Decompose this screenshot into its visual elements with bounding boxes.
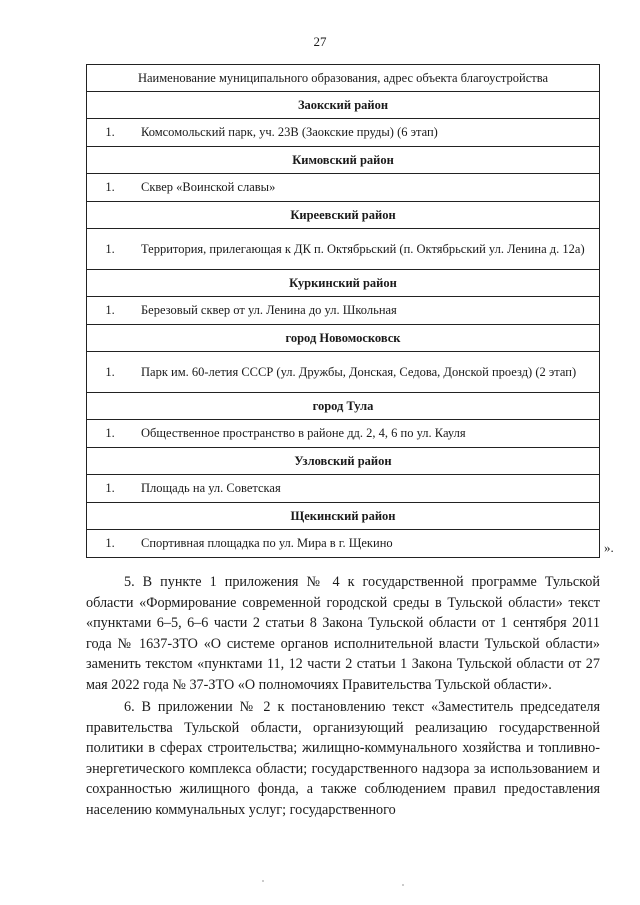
object-name: Комсомольский парк, уч. 23В (Заокские пруды) (6 этап) bbox=[133, 119, 600, 147]
scan-artifact bbox=[402, 884, 404, 886]
district-name: Заокский район bbox=[87, 92, 600, 119]
object-name: Общественное пространство в районе дд. 2, 4, 6 по ул. Кауля bbox=[133, 420, 600, 448]
district-row bbox=[87, 147, 600, 174]
object-row bbox=[87, 420, 600, 448]
object-name: Территория, прилегающая к ДК п. Октябрьский (п. Октябрьский ул. Ленина д. 12а) bbox=[133, 229, 600, 270]
district-row bbox=[87, 393, 600, 420]
object-row bbox=[87, 297, 600, 325]
page-number: 27 bbox=[313, 34, 327, 49]
object-number: 1. bbox=[87, 119, 134, 147]
object-number: 1. bbox=[87, 174, 134, 202]
district-name: город Новомосковск bbox=[87, 325, 600, 352]
object-number: 1. bbox=[87, 352, 134, 393]
object-number: 1. bbox=[87, 297, 134, 325]
object-name: Парк им. 60-летия СССР (ул. Дружбы, Донская, Седова, Донской проезд) (2 этап) bbox=[133, 352, 600, 393]
object-number: 1. bbox=[87, 475, 134, 503]
object-row bbox=[87, 174, 600, 202]
district-name: Кимовский район bbox=[87, 147, 600, 174]
object-number: 1. bbox=[87, 229, 134, 270]
closing-quote: ». bbox=[604, 540, 614, 555]
object-name: Спортивная площадка по ул. Мира в г. Щекино bbox=[133, 530, 600, 558]
object-row bbox=[87, 119, 600, 147]
paragraph-6: 6. В приложении № 2 к постановлению текст «Заместитель председателя правительства Тульской области, организующий реализацию государственной политики в сферах строительства; жилищно-коммунального хозяйства и топливно-энергетического комплекса области; государственного надзора за использованием и сохранностью жилищного фонда, а также соблюдением правил предоставления населению коммунальных услуг; государственного bbox=[86, 699, 600, 818]
object-number: 1. bbox=[87, 530, 134, 558]
district-row bbox=[87, 503, 600, 530]
object-row bbox=[87, 475, 600, 503]
district-name: город Тула bbox=[87, 393, 600, 420]
district-row bbox=[87, 270, 600, 297]
paragraph-5: 5. В пункте 1 приложения № 4 к государственной программе Тульской области «Формирование современной городской среды в Тульской области» текст «пунктами 6–5, 6–6 части 2 статьи 8 Закона Тульской области от 1 сентября 2011 года № 1637-ЗТО «О системе органов исполнительной власти Тульской области» заменить текстом «пунктами 11, 12 части 2 статьи 1 Закона Тульской области от 27 мая 2022 года № 37-ЗТО «О полномочиях Правительства Тульской области». bbox=[86, 574, 600, 693]
table-body bbox=[87, 65, 600, 558]
table-header-row bbox=[87, 65, 600, 92]
district-name: Куркинский район bbox=[87, 270, 600, 297]
scan-artifact bbox=[262, 880, 264, 882]
body-text bbox=[86, 572, 600, 822]
object-row bbox=[87, 352, 600, 393]
district-row bbox=[87, 448, 600, 475]
district-row bbox=[87, 325, 600, 352]
object-name: Березовый сквер от ул. Ленина до ул. Школьная bbox=[133, 297, 600, 325]
improvement-objects-table bbox=[86, 64, 600, 558]
object-row bbox=[87, 229, 600, 270]
district-row bbox=[87, 92, 600, 119]
object-row bbox=[87, 530, 600, 558]
object-name: Площадь на ул. Советская bbox=[133, 475, 600, 503]
district-name: Щекинский район bbox=[87, 503, 600, 530]
district-row bbox=[87, 202, 600, 229]
object-number: 1. bbox=[87, 420, 134, 448]
object-name: Сквер «Воинской славы» bbox=[133, 174, 600, 202]
district-name: Узловский район bbox=[87, 448, 600, 475]
district-name: Киреевский район bbox=[87, 202, 600, 229]
table-header-cell: Наименование муниципального образования, адрес объекта благоустройства bbox=[87, 65, 600, 92]
